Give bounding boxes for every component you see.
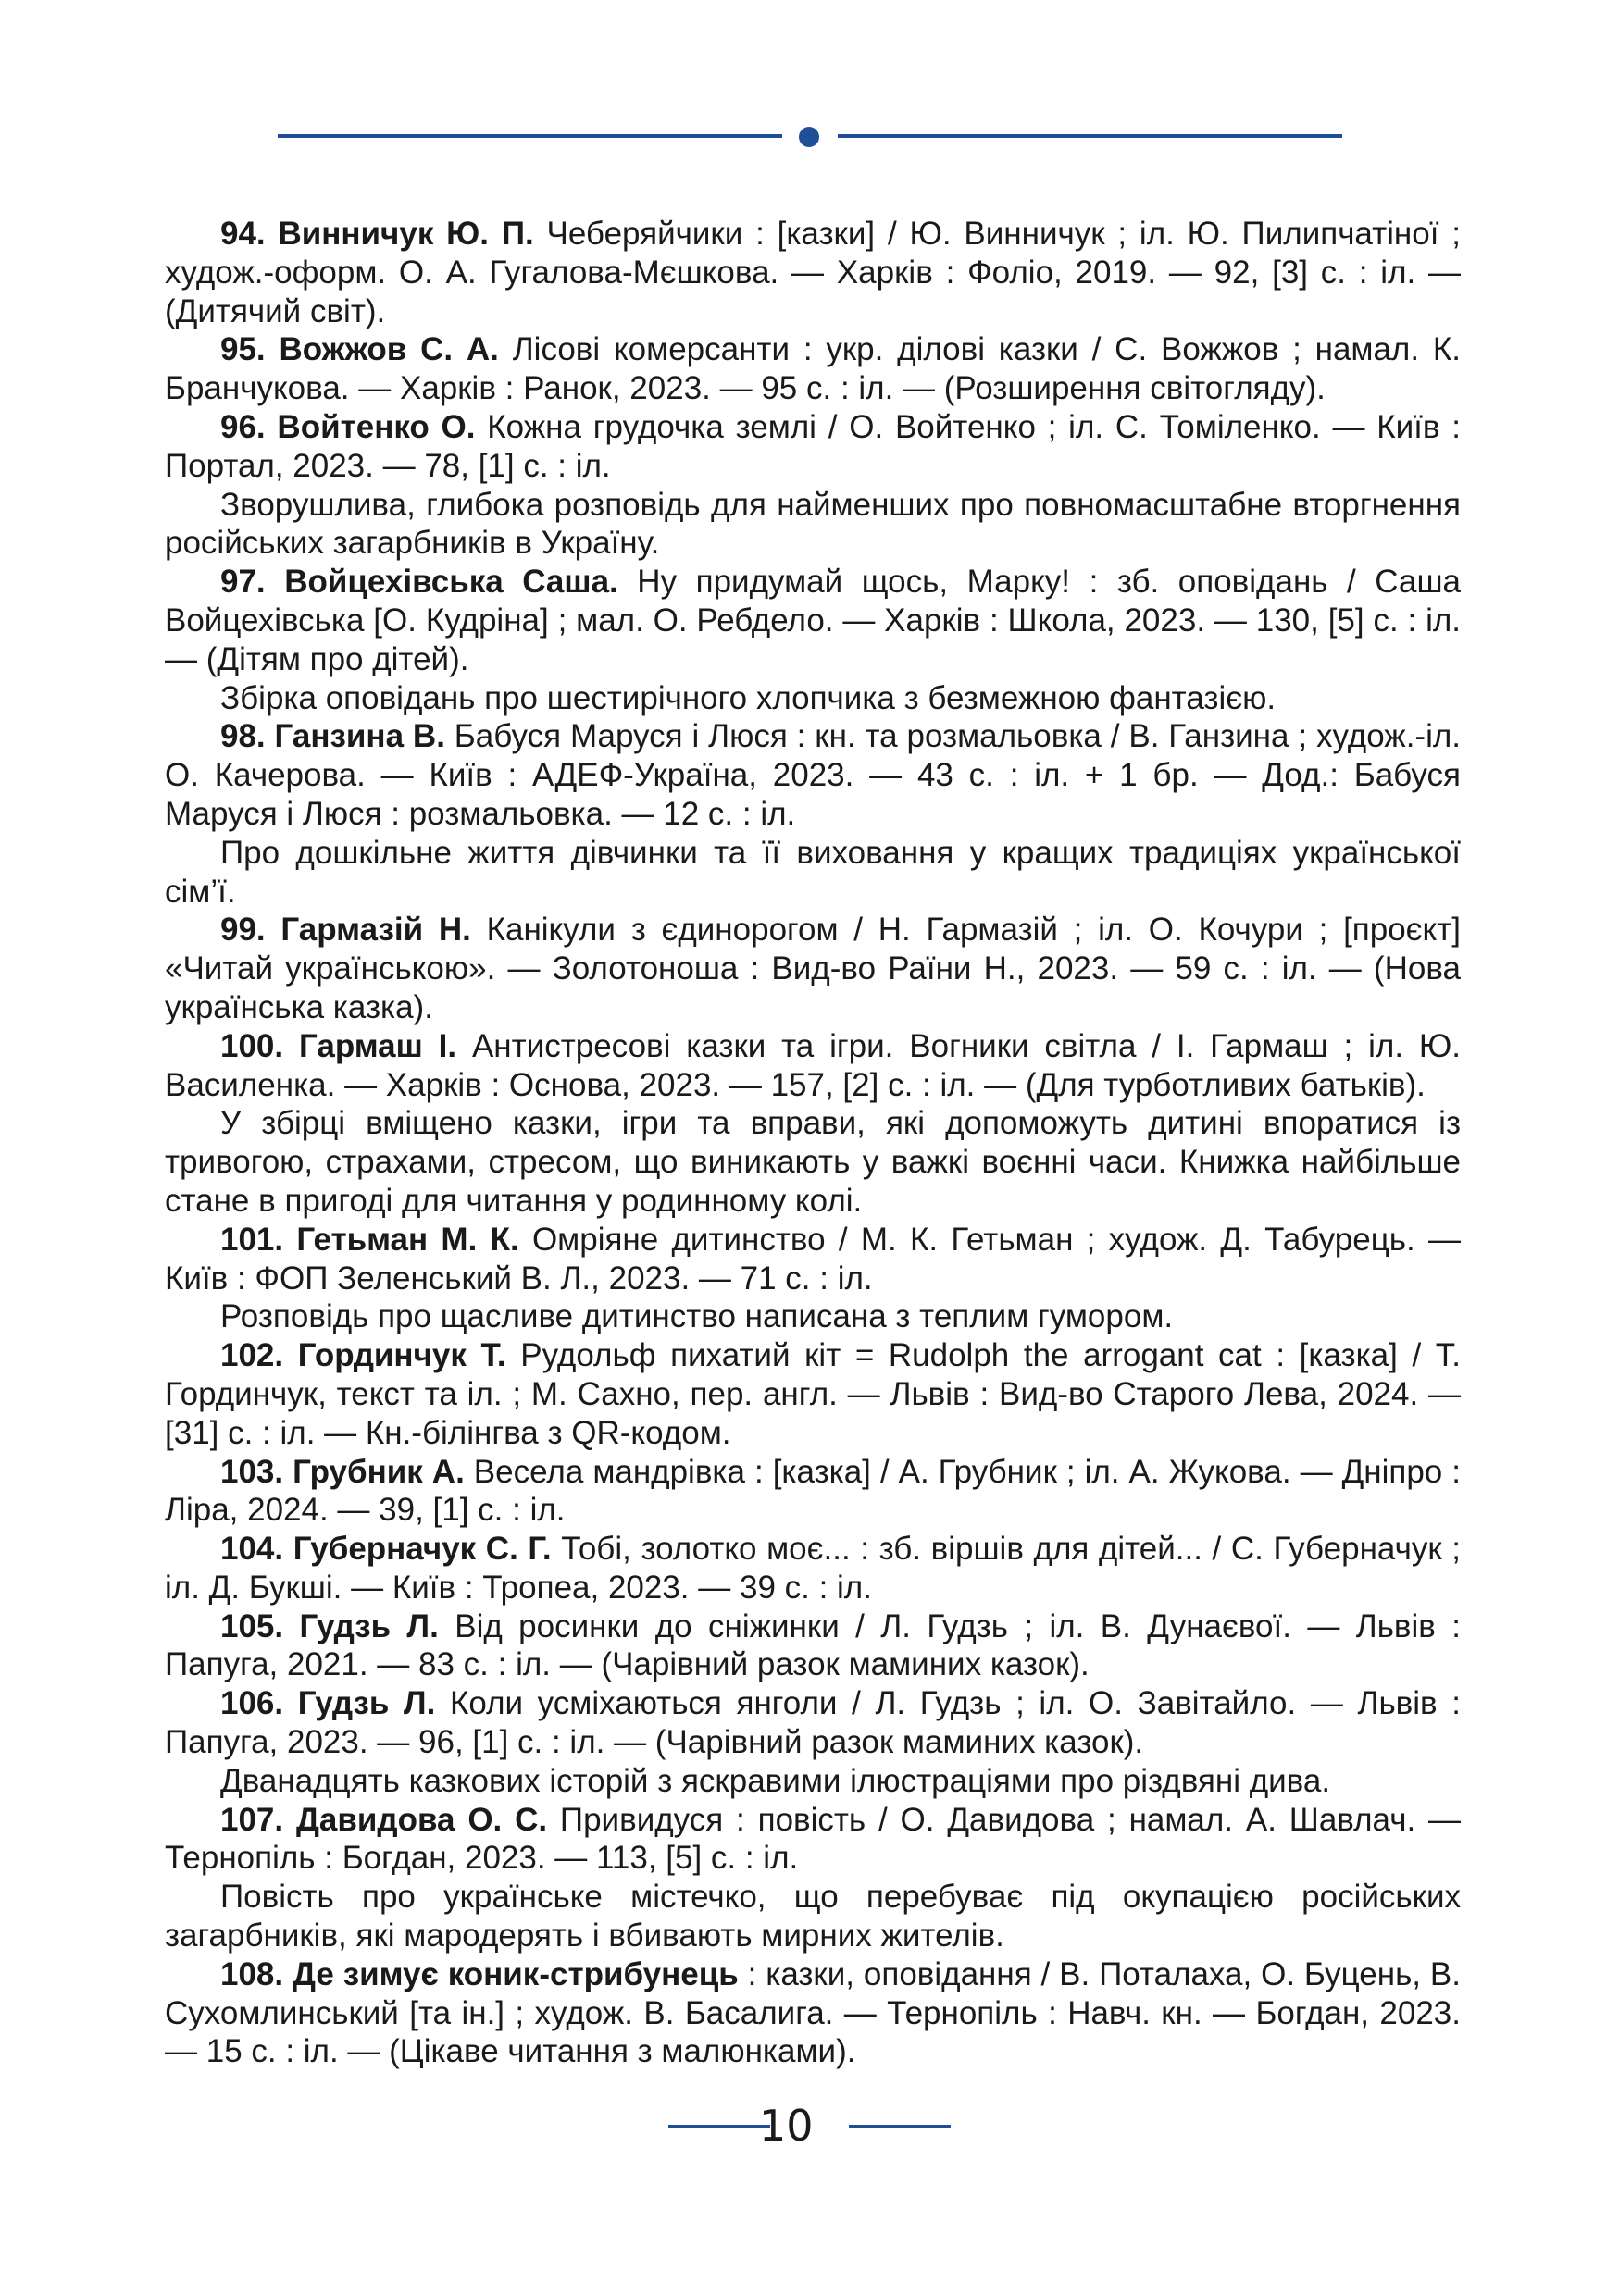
entry-description: Лісові комерсанти : укр. ділові казки / С. Вожжов ; намал. К. Бранчукова. — Харків : Ранок, 2023. — 95 с. : іл. — (Розширення світогляду).: [165, 331, 1461, 407]
entry-annotation: Зворушлива, глибока розповідь для найменших про повномасштабне вторгнення російських загарбників в Україну.: [165, 486, 1461, 562]
entry-annotation: Розповідь про щасливе дитинство написана з теплим гумором.: [220, 1298, 1174, 1335]
entry-author: 96. Войтенко О.: [220, 408, 476, 445]
entry-author: 101. Гетьман М. К.: [220, 1221, 519, 1258]
entry-author: 108. Де зимує коник-стрибунець: [220, 1955, 739, 1992]
entry-description: Тобі, золотко моє... : зб. віршів для дітей... / С. Губерначук ; іл. Д. Букші. — Київ : Тропеа, 2023. — 39 с. : іл.: [165, 1531, 1461, 1606]
entry-description: Ну придумай щось, Марку! : зб. оповідань / Саша Войцехівська [О. Кудріна] ; мал. О. Ребдело. — Харків : Школа, 2023. — 130, [5] с. : іл. — (Дітям про дітей).: [165, 564, 1461, 677]
bibliography-entry: [165, 563, 1461, 678]
bibliography-list: [165, 215, 1461, 2071]
entry-description: Омріяне дитинство / М. К. Гетьман ; худож. Д. Табурець. — Київ : ФОП Зеленський В. Л., 2023. — 71 с. : іл.: [165, 1221, 1461, 1297]
entry-description: Привидуся : повість / О. Давидова ; намал. А. Шавлач. — Тернопіль : Богдан, 2023. — 113, [5] с. : іл.: [165, 1801, 1461, 1877]
entry-description: Весела мандрівка : [казка] / А. Грубник ; іл. А. Жукова. — Дніпро : Ліра, 2024. — 39, [1] с. : іл.: [165, 1453, 1461, 1529]
bibliography-entry: [165, 717, 1461, 833]
entry-author: 94. Винничук Ю. П.: [220, 216, 534, 252]
entry-description: : казки, оповідання / В. Поталаха, О. Буцень, В. Сухомлинський [та ін.] ; худож. В. Басалига. — Тернопіль : Навч. кн. — Богдан, 2023. — 15 с. : іл. — (Цікаве читання з малюнками).: [165, 1955, 1461, 2070]
entry-description: Чеберяйчики : [казки] / Ю. Винничук ; іл. Ю. Пилипчатіної ; худож.-оформ. О. А. Гугалова-Мєшкова. — Харків : Фоліо, 2019. — 92, [3] с. : іл. — (Дитячий світ).: [165, 216, 1461, 329]
bibliography-entry: [165, 1027, 1461, 1105]
entry-author: 103. Грубник А.: [220, 1453, 465, 1490]
entry-author: 106. Гудзь Л.: [220, 1685, 436, 1722]
bibliography-entry: [165, 1684, 1461, 1762]
entry-author: 98. Ганзина В.: [220, 718, 445, 755]
entry-annotation: Дванадцять казкових історій з яскравими ілюстраціями про різдвяні дива.: [220, 1762, 1331, 1799]
bibliography-entry: [165, 1453, 1461, 1531]
entry-annotation: Збірка оповідань про шестирічного хлопчика з безмежною фантазією.: [220, 679, 1277, 716]
entry-description: Коли усміхаються янголи / Л. Гудзь ; іл. О. Завітайло. — Львів : Папуга, 2023. — 96, [1] с. : іл. — (Чарівний разок маминих казок).: [165, 1685, 1462, 1761]
page-number: 10: [759, 2101, 814, 2151]
entry-description: Від росинки до сніжинки / Л. Гудзь ; іл. В. Дунаєвої. — Львів : Папуга, 2021. — 83 с. : іл. — (Чарівний разок маминих казок).: [165, 1607, 1462, 1683]
footer-rule-right: [849, 2125, 951, 2128]
entry-author: 95. Вожжов С. А.: [220, 331, 499, 368]
header-rule-left: [278, 134, 782, 138]
entry-description: Канікули з єдинорогом / Н. Гармазій ; іл. О. Кочури ; [проєкт] «Читай українською». — Золотоноша : Вид-во Раїни Н., 2023. — 59 с. : іл. — (Нова українська казка).: [165, 912, 1462, 1025]
entry-description: Бабуся Маруся і Люся : кн. та розмальовка / В. Ганзина ; худож.-іл. О. Качерова. — Київ : АДЕФ-Україна, 2023. — 43 с. : іл. + 1 бр. — Дод.: Бабуся Маруся і Люся : розмальовка. — 12 с. : іл.: [165, 718, 1461, 832]
entry-annotation: Повість про українське містечко, що перебуває під окупацією російських загарбників, які мародерять і вбивають мирних жителів.: [165, 1879, 1461, 1955]
header-dot: [799, 127, 819, 147]
entry-description: Антистресові казки та ігри. Вогники світла / І. Гармаш ; іл. Ю. Василенка. — Харків : Основа, 2023. — 157, [2] с. : іл. — (Для турботливих батьків).: [165, 1027, 1461, 1103]
entry-author: 97. Войцехівська Саша.: [220, 564, 618, 601]
bibliography-entry: [165, 1955, 1461, 2071]
entry-author: 104. Губерначук С. Г.: [220, 1531, 552, 1568]
entry-description: Кожна грудочка землі / О. Войтенко ; іл. С. Томіленко. — Київ : Портал, 2023. — 78, [1] с. : іл.: [165, 408, 1461, 484]
entry-author: 102. Гординчук Т.: [220, 1337, 506, 1374]
bibliography-entry: [165, 911, 1461, 1026]
bibliography-entry: [165, 1801, 1461, 1879]
header-ornament: [278, 127, 1342, 145]
bibliography-entry: [165, 408, 1461, 486]
bibliography-entry: [165, 1221, 1461, 1298]
bibliography-entry: [165, 1336, 1461, 1452]
bibliography-entry: [165, 330, 1461, 408]
entry-author: 99. Гармазій Н.: [220, 912, 471, 949]
entry-description: Рудольф пихатий кіт = Rudolph the arrogant cat : [казка] / Т. Гординчук, текст та іл. ; М. Сахно, пер. англ. — Львів : Вид-во Старого Лева, 2024. — [31] с. : іл. — Кн.-білінгва з QR-кодом.: [165, 1337, 1461, 1451]
header-rule-right: [838, 134, 1342, 138]
entry-author: 100. Гармаш І.: [220, 1027, 457, 1064]
footer-rule-left: [668, 2125, 770, 2128]
entry-annotation: Про дошкільне життя дівчинки та її виховання у кращих традиціях української сім’ї.: [165, 834, 1461, 910]
entry-author: 105. Гудзь Л.: [220, 1607, 439, 1644]
entry-annotation: У збірці вміщено казки, ігри та вправи, які допоможуть дитині впоратися із тривогою, страхами, стресом, що виникають у важкі воєнні часи. Книжка найбільше стане в пригоді для читання у родинному колі.: [165, 1105, 1461, 1219]
page-footer: [0, 2098, 1619, 2153]
entry-author: 107. Давидова О. С.: [220, 1801, 548, 1838]
bibliography-entry: [165, 1607, 1461, 1685]
bibliography-entry: [165, 1530, 1461, 1607]
bibliography-entry: [165, 215, 1461, 330]
